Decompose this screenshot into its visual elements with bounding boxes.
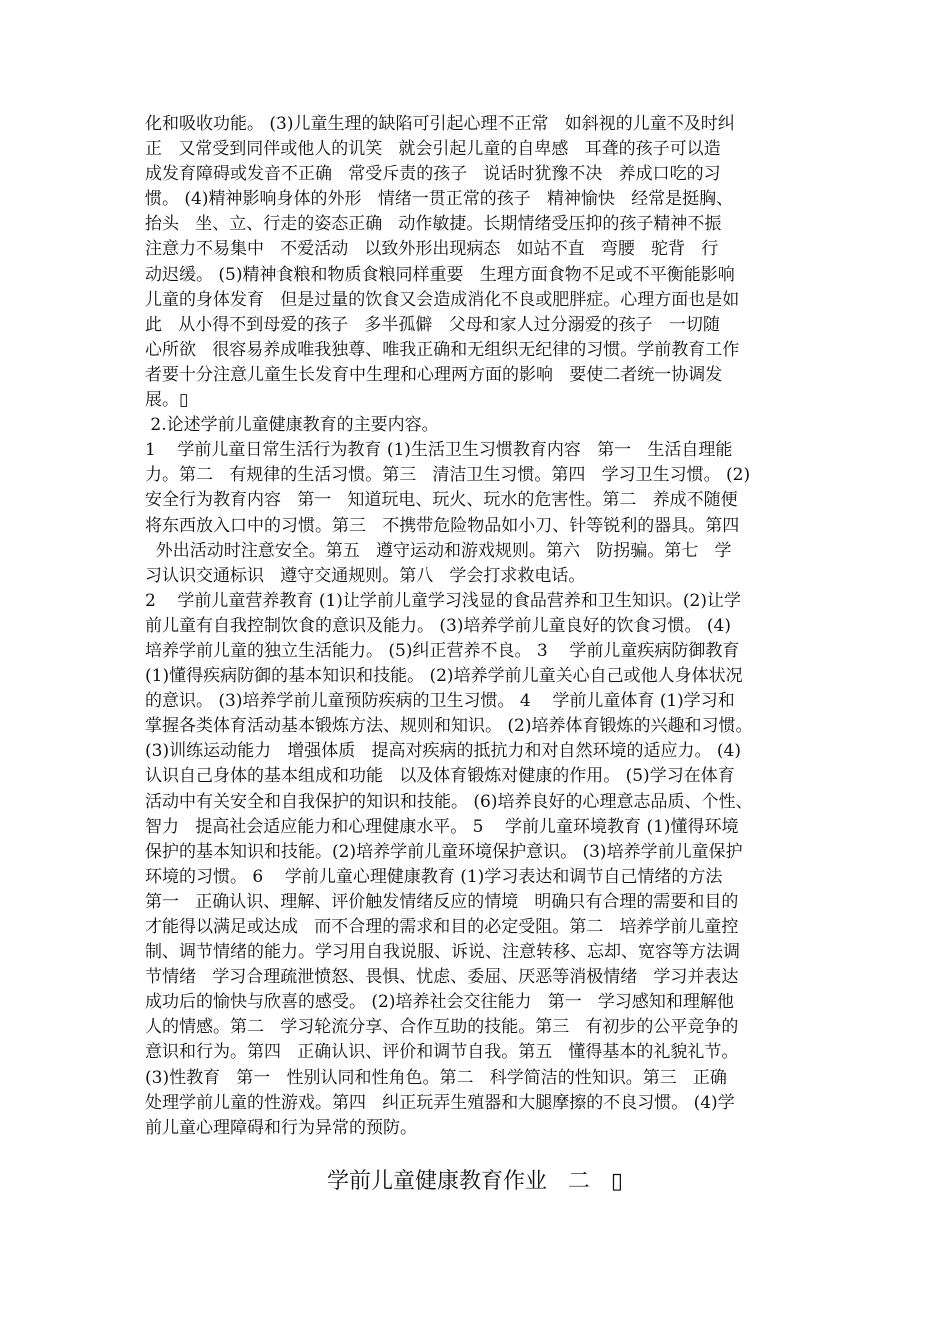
text-line: 节情绪 学习合理疏泄愤怒、畏惧、忧虑、委屈、厌恶等消极情绪 学习并表达 — [145, 967, 739, 988]
text-line: 活动中有关安全和自我保护的知识和技能。 (6)培养良好的心理意志品质、个性、 — [145, 791, 753, 812]
text-line: 安全行为教育内容 第一 知道玩电、玩火、玩水的危害性。第二 养成不随便 — [145, 490, 738, 511]
text-line: 才能得以满足或达成 而不合理的需求和目的必定受阻。第二 培养学前儿童控 — [145, 917, 739, 937]
text-line: 儿童的身体发育 但是过量的饮食又会造成消化不良或肥胖症。心理方面也是如 — [145, 289, 740, 310]
text-line: 外出活动时注意安全。第五 遵守运动和游戏规则。第六 防拐骗。第七 学 — [145, 540, 732, 561]
text-line: 动迟缓。 (5)精神食粮和物质食粮同样重要 生理方面食物不足或不平衡能影响 — [145, 264, 735, 285]
text-line: 展。▯ — [145, 390, 189, 411]
text-line: 正 又常受到同伴或他人的讥笑 就会引起儿童的自卑感 耳聋的孩子可以造 — [145, 139, 721, 160]
text-line: 保护的基本知识和技能。(2)培养学前儿童环境保护意识。 (3)培养学前儿童保护 — [145, 841, 743, 862]
text-line: 前儿童心理障碍和行为异常的预防。 — [145, 1117, 417, 1138]
text-line: 成功后的愉快与欣喜的感受。 (2)培养社会交往能力 第一 学习感知和理解他 — [145, 992, 734, 1013]
text-line: 2 学前儿童营养教育 (1)让学前儿童学习浅显的食品营养和卫生知识。(2)让学 — [145, 590, 741, 611]
text-line: 掌握各类体育活动基本锻炼方法、规则和知识。 (2)培养体育锻炼的兴趣和习惯。 — [145, 716, 753, 737]
text-line: 的意识。 (3)培养学前儿童预防疾病的卫生习惯。 4 学前儿童体育 (1)学习和 — [145, 691, 735, 712]
text-line: 成发育障碍或发音不正确 常受斥责的孩子 说话时犹豫不决 养成口吃的习 — [145, 164, 721, 185]
text-line: 者要十分注意儿童生长发育中生理和心理两方面的影响 要使二者统一协调发 — [145, 364, 723, 385]
text-line: 第一 正确认识、理解、评价触发情绪反应的情境 明确只有合理的需要和目的 — [145, 891, 739, 912]
text-line: (1)懂得疾病防御的基本知识和技能。 (2)培养学前儿童关心自己或他人身体状况 — [145, 666, 743, 687]
text-line: 抬头 坐、立、行走的姿态正确 动作敏捷。长期情绪受压抑的孩子精神不振 — [145, 214, 722, 235]
text-line: 前儿童有自我控制饮食的意识及能力。 (3)培养学前儿童良好的饮食习惯。 (4) — [145, 615, 731, 636]
text-line: 环境的习惯。 6 学前儿童心理健康教育 (1)学习表达和调节自己情绪的方法 — [145, 866, 723, 887]
question-heading: 2.论述学前儿童健康教育的主要内容。 — [145, 415, 439, 436]
text-line: 认识自己身体的基本组成和功能 以及体育锻炼对健康的作用。 (5)学习在体育 — [145, 766, 735, 787]
text-line: 1 学前儿童日常生活行为教育 (1)生活卫生习惯教育内容 第一 生活自理能 — [145, 440, 733, 461]
text-line: 习认识交通标识 遵守交通规则。第八 学会打求救电话。 — [145, 565, 586, 586]
text-line: 化和吸收功能。 (3)儿童生理的缺陷可引起心理不正常 如斜视的儿童不及时纠 — [145, 114, 735, 134]
text-line: 注意力不易集中 不爱活动 以致外形出现病态 如站不直 弯腰 驼背 行 — [145, 239, 719, 260]
text-line: 制、调节情绪的能力。学习用自我说服、诉说、注意转移、忘却、宽容等方法调 — [145, 942, 740, 963]
text-line: 处理学前儿童的性游戏。第四 纠正玩弄生殖器和大腿摩擦的不良习惯。 (4)学 — [145, 1092, 735, 1113]
text-line: 心所欲 很容易养成唯我独尊、唯我正确和无组织无纪律的习惯。学前教育工作 — [145, 339, 740, 360]
section-title: 学前儿童健康教育作业 二 ▯ — [326, 1169, 624, 1194]
text-line: 人的情感。第二 学习轮流分享、合作互助的技能。第三 有初步的公平竞争的 — [145, 1017, 739, 1038]
text-line: (3)训练运动能力 增强体质 提高对疾病的抵抗力和对自然环境的适应力。 (4) — [145, 741, 741, 762]
text-line: 培养学前儿童的独立生活能力。 (5)纠正营养不良。 3 学前儿童疾病防御教育 — [145, 640, 740, 661]
text-line: 智力 提高社会适应能力和心理健康水平。 5 学前儿童环境教育 (1)懂得环境 — [145, 816, 739, 837]
text-line: 将东西放入口中的习惯。第三 不携带危险物品如小刀、针等锐利的器具。第四 — [145, 515, 740, 536]
text-line: (3)性教育 第一 性别认同和性角色。第二 科学简洁的性知识。第三 正确 — [145, 1067, 727, 1088]
text-line: 意识和行为。第四 正确认识、评价和调节自我。第五 懂得基本的礼貌礼节。 — [145, 1042, 739, 1063]
document-body — [145, 112, 810, 1141]
text-line: 力。第二 有规律的生活习惯。第三 清洁卫生习惯。第四 学习卫生习惯。 (2) — [145, 465, 751, 486]
text-line: 惯。 (4)精神影响身体的外形 情绪一贯正常的孩子 精神愉快 经常是挺胸、 — [145, 189, 734, 210]
text-line: 此 从小得不到母爱的孩子 多半孤僻 父母和家人过分溺爱的孩子 一切随 — [145, 314, 720, 335]
